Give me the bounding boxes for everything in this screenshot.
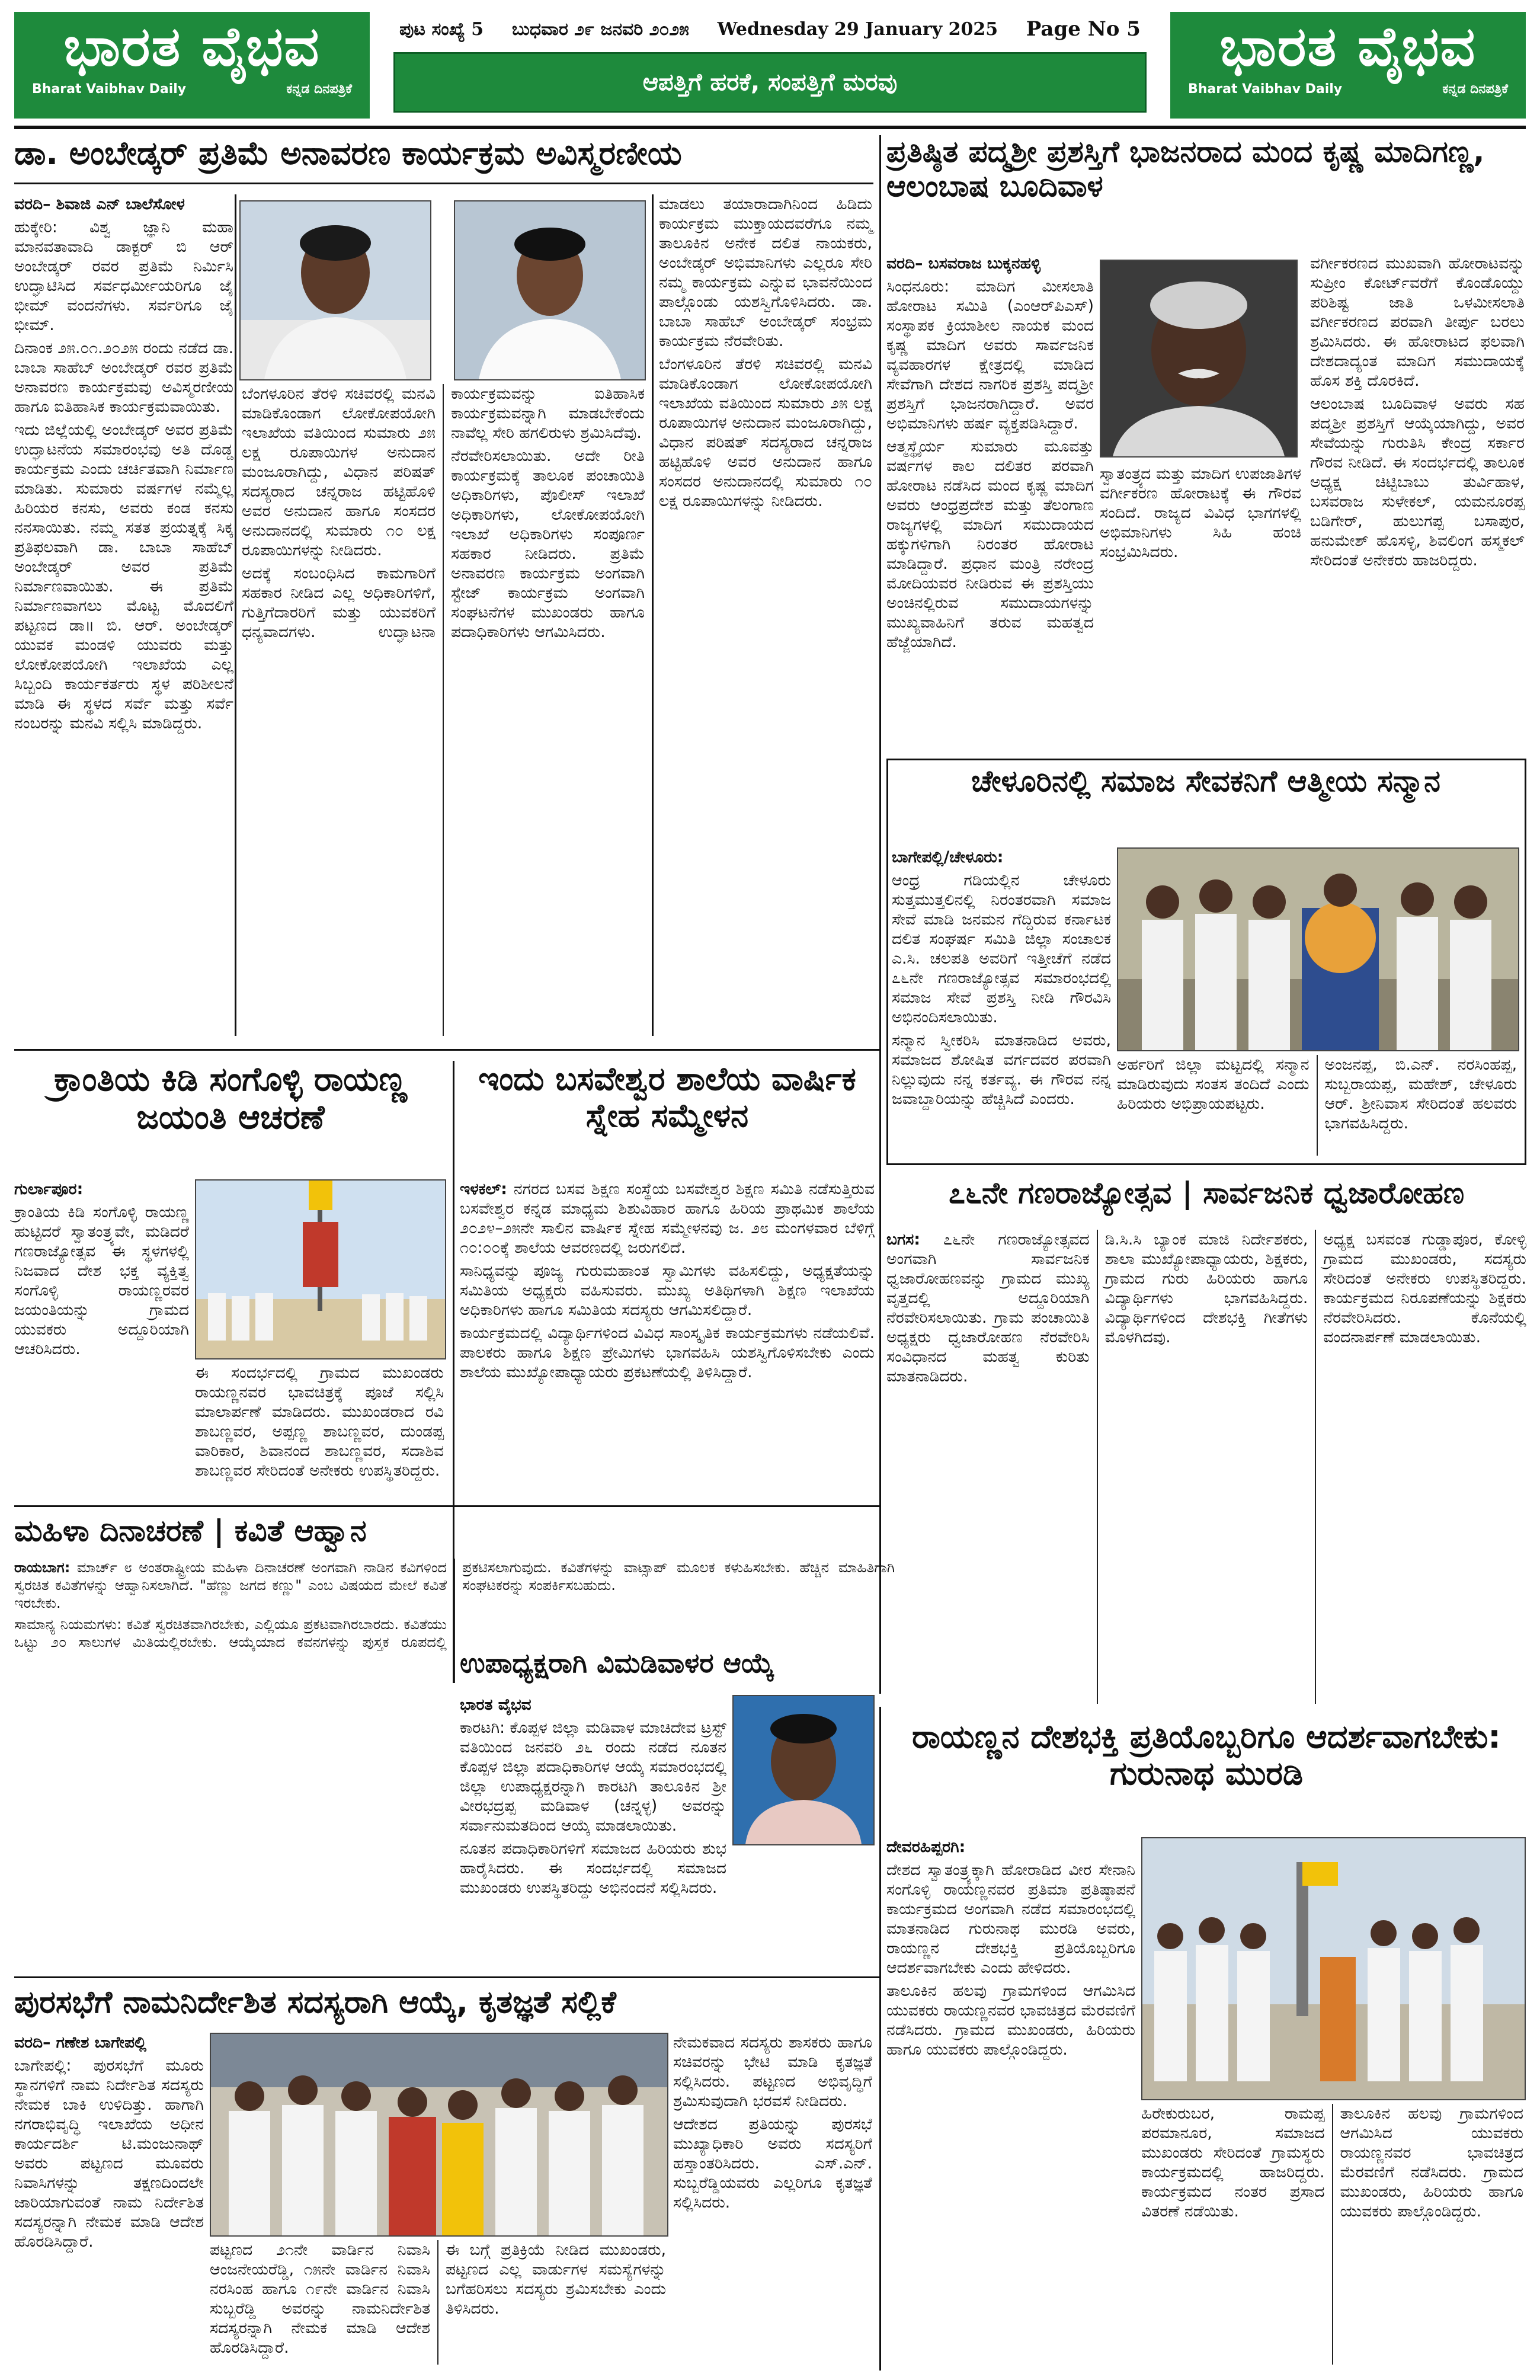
headline-ambedkar: ಡಾ. ಅಂಬೇಡ್ಕರ್ ಪ್ರತಿಮೆ ಅನಾವರಣ ಕಾರ್ಯಕ್ರಮ ಅವಿಸ್ಮರಣೀಯ (14, 135, 682, 172)
paragraph: ಇದು ಜಿಲ್ಲೆಯಲ್ಲಿ ಅಂಬೇಡ್ಕರ್ ಅವರ ಪ್ರತಿಮೆ ಉದ್ಘಾಟನೆಯ ಸಮಾರಂಭವು ಅತಿ ದೊಡ್ಡ ಕಾರ್ಯಕ್ರಮ ಎಂದು ಚರ್ಚಿತವಾಗಿ ನಿರ್ಮಾಣ ಮಾಡಿತು. ಸುಮಾರು ವರ್ಷಗಳ ನಮ್ಮೆಲ್ಲ ಹಿರಿಯರ ಕನಸು, ಅವರು ಕಂಡ ಕನಸು ನನಸಾಯಿತು. ನಮ್ಮ ಸತತ ಪ್ರಯತ್ನಕ್ಕೆ ಸಿಕ್ಕ ಪ್ರತಿಫಲವಾಗಿ ಡಾ. ಬಾಬಾ ಸಾಹೆಬ್ ಅಂಬೇಡ್ಕರ್ ಅವರ ಪ್ರತಿಮೆ ನಿರ್ಮಾಣವಾಯಿತು. ಈ ಪ್ರತಿಮೆ ನಿರ್ಮಾಣವಾಗಲು ಮೊಟ್ಟ ಮೊದಲಿಗೆ ಪಟ್ಟಣದ ಡಾ॥ ಬಿ. ಆರ್. ಅಂಬೇಡ್ಕರ್ ಯುವಕ ಮಂಡಳಿ ಯುವರು ಮತ್ತು ಲೋಕೋಪಯೋಗಿ ಇಲಾಖೆಯ ಎಲ್ಲ ಸಿಬ್ಬಂದಿ ಕಾರ್ಯಕರ್ತರು ಸ್ಥಳ ಪರಿಶೀಲನೆ ಮಾಡಿ ಈ ಸ್ಥಳದ ಸರ್ವೆ ಮತ್ತು ಸರ್ವೆ ನಂಬರನ್ನು ಮನವಿ ಸಲ್ಲಿಸಿ ಮಾಡಿದ್ದರು. (14, 421, 233, 732)
upadhyaksha-body (460, 1695, 726, 1962)
basaveshwara-body (460, 1179, 875, 1493)
dateline: ಬಗಸ: (886, 1230, 920, 1249)
paragraph: ಮಾಡಲು ತಯಾರಾದಾಗಿನಿಂದ ಹಿಡಿದು ಕಾರ್ಯಕ್ರಮ ಮುಕ್ತಾಯದವರೆಗೂ ನಮ್ಮ ತಾಲೂಕಿನ ಅನೇಕ ದಲಿತ ನಾಯಕರು, ಅಂಬೇಡ್ಕರ್ ಅಭಿಮಾನಿಗಳು ಎಲ್ಲರೂ ಸೇರಿ ನಮ್ಮ ಕಾರ್ಯಕ್ರಮ ಎನ್ನುವ ಭಾವನೆಯಿಂದ ಪಾಲ್ಗೊಂಡು ಯಶಸ್ವಿಗೊಳಿಸಿದರು. ಡಾ. ಬಾಬಾ ಸಾಹೆಬ್ ಅಂಬೇಡ್ಕರ್ ಸಂಭ್ರಮ ಕಾರ್ಯಕ್ರಮ ನೆರವೇರಿತು. (659, 195, 872, 350)
paragraph: ದಿನಾಂಕ ೨೫.೦೧.೨೦೨೫ ರಂದು ನಡೆದ ಡಾ. ಬಾಬಾ ಸಾಹೆಬ್ ಅಂಬೇಡ್ಕರ್ ರವರ ಪ್ರತಿಮೆ ಅನಾವರಣ ಕಾರ್ಯಕ್ರಮವು ಅವಿಸ್ಮರಣೀಯ ಹಾಗೂ ಐತಿಹಾಸಿಕ ಕಾರ್ಯಕ್ರಮವಾಯಿತು. (14, 339, 233, 416)
paragraph: ಸಾಮಾನ್ಯ ನಿಯಮಗಳು: ಕವಿತೆ ಸ್ವರಚಿತವಾಗಿರಬೇಕು, ಎಲ್ಲಿಯೂ ಪ್ರಕಟವಾಗಿರಬಾರದು. ಕವಿತೆಯು ಒಟ್ಟು ೨೦ ಸಾಲುಗಳ ಮಿತಿಯಲ್ಲಿರಬೇಕು. ಆಯ್ಕೆಯಾದ ಕವನಗಳನ್ನು ಪುಸ್ತಕ ರೂಪದಲ್ಲಿ ಪ್ರಕಟಿಸಲಾಗುವುದು. ಕವಿತೆಗಳನ್ನು ವಾಟ್ಸಾಪ್ ಮೂಲಕ ಕಳುಹಿಸಬೇಕು. ಹೆಚ್ಚಿನ ಮಾಹಿತಿಗಾಗಿ ಸಂಘಟಕರನ್ನು ಸಂಪರ್ಕಿಸಬಹುದು. (14, 1559, 895, 1650)
paragraph: ೭೬ನೇ ಗಣರಾಜ್ಯೋತ್ಸವದ ಅಂಗವಾಗಿ ಸಾರ್ವಜನಿಕ ಧ್ವಜಾರೋಹಣವನ್ನು ಗ್ರಾಮದ ಮುಖ್ಯ ವೃತ್ತದಲ್ಲಿ ಅದ್ದೂರಿಯಾಗಿ ನೆರವೇರಿಸಲಾಯಿತು. ಗ್ರಾಮ ಪಂಚಾಯಿತಿ ಅಧ್ಯಕ್ಷರು ಧ್ವಜಾರೋಹಣ ನೆರವೇರಿಸಿ ಸಂವಿಧಾನದ ಮಹತ್ವ ಕುರಿತು ಮಾತನಾಡಿದರು. (886, 1230, 1090, 1386)
paragraph: ಸ್ವಾತಂತ್ರ್ಯದ ಮತ್ತು ಮಾದಿಗ ಉಪಜಾತಿಗಳ ವರ್ಗೀಕರಣ ಹೋರಾಟಕ್ಕೆ ಈ ಗೌರವ ಸಂದಿದೆ. ರಾಜ್ಯದ ವಿವಿಧ ಭಾಗಗಳಲ್ಲಿ ಅಭಿಮಾನಿಗಳು ಸಿಹಿ ಹಂಚಿ ಸಂಭ್ರಮಿಸಿದರು. (1100, 465, 1301, 561)
headline-upadhyaksha: ಉಪಾಧ್ಯಕ್ಷರಾಗಿ ವಿಮಡಿವಾಳರ ಆಯ್ಕೆ (460, 1647, 774, 1679)
paragraph: ಅರ್ಹರಿಗೆ ಜಿಲ್ಲಾ ಮಟ್ಟದಲ್ಲಿ ಸನ್ಮಾನ ಮಾಡಿರುವುದು ಸಂತಸ ತಂದಿದೆ ಎಂದು ಹಿರಿಯರು ಅಭಿಪ್ರಾಯಪಟ್ಟರು. (1117, 1055, 1310, 1113)
dateline: ವರದಿ– ಶಿವಾಜಿ ಎನ್ ಬಾಲೆಸೋಳ (14, 195, 185, 213)
paragraph: ಕಾರ್ಯಕ್ರಮದಲ್ಲಿ ವಿದ್ಯಾರ್ಥಿಗಳಿಂದ ವಿವಿಧ ಸಾಂಸ್ಕೃತಿಕ ಕಾರ್ಯಕ್ರಮಗಳು ನಡೆಯಲಿವೆ. ಪಾಲಕರು ಹಾಗೂ ಶಿಕ್ಷಣ ಪ್ರೇಮಿಗಳು ಭಾಗವಹಿಸಿ ಯಶಸ್ವಿಗೊಳಿಸಬೇಕು ಎಂದು ಶಾಲೆಯ ಮುಖ್ಯೋಪಾಧ್ಯಾಯರು ಪ್ರಕಟಣೆಯಲ್ಲಿ ತಿಳಿಸಿದ್ದಾರೆ. (460, 1324, 875, 1381)
newspaper-logo-left (14, 12, 370, 119)
newspaper-logo-right (1170, 12, 1526, 119)
jayanti-col-2 (195, 1363, 444, 1493)
article-purasabhe (14, 1985, 873, 2371)
page-column-rule (879, 1707, 881, 2371)
paragraph: ದೇಶದ ಸ್ವಾತಂತ್ರ್ಯಕ್ಕಾಗಿ ಹೋರಾಡಿದ ವೀರ ಸೇನಾನಿ ಸಂಗೊಳ್ಳಿ ರಾಯಣ್ಣನವರ ಪ್ರತಿಮಾ ಪ್ರತಿಷ್ಠಾಪನೆ ಕಾರ್ಯಕ್ರಮದ ಅಂಗವಾಗಿ ನಡೆದ ಸಮಾರಂಭದಲ್ಲಿ ಮಾತನಾಡಿದ ಗುರುನಾಥ ಮುರಡಿ ಅವರು, ರಾಯಣ್ಣನ ದೇಶಭಕ್ತಿ ಪ್ರತಿಯೊಬ್ಬರಿಗೂ ಆದರ್ಶವಾಗಬೇಕು ಎಂದು ಹೇಳಿದರು. (886, 1861, 1135, 1977)
article-basaveshwara (460, 1061, 875, 1499)
column-rule (652, 194, 654, 1036)
paragraph: ತಾಲೂಕಿನ ಹಲವು ಗ್ರಾಮಗಳಿಂದ ಆಗಮಿಸಿದ ಯುವಕರು ರಾಯಣ್ಣನವರ ಭಾವಚಿತ್ರದ ಮೆರವಣಿಗೆ ನಡೆಸಿದರು. ಗ್ರಾಮದ ಮುಖಂಡರು, ಹಿರಿಯರು ಹಾಗೂ ಯುವಕರು ಪಾಲ್ಗೊಂಡಿದ್ದರು. (886, 1982, 1135, 2059)
headline-padmashri: ಪ್ರತಿಷ್ಠಿತ ಪದ್ಮಶ್ರೀ ಪ್ರಶಸ್ತಿಗೆ ಭಾಜನರಾದ ಮಂದ ಕೃಷ್ಣ ಮಾದಿಗಣ್ಣ, ಆಲಂಬಾಷ ಬೂದಿವಾಳ (886, 135, 1485, 203)
paragraph: ತಾಲೂಕಿನ ಹಲವು ಗ್ರಾಮಗಳಿಂದ ಆಗಮಿಸಿದ ಯುವಕರು ರಾಯಣ್ಣನವರ ಭಾವಚಿತ್ರದ ಮೆರವಣಿಗೆ ನಡೆಸಿದರು. ಗ್ರಾಮದ ಮುಖಂಡರು, ಹಿರಿಯರು ಹಾಗೂ ಯುವಕರು ಪಾಲ್ಗೊಂಡಿದ್ದರು. (1340, 2104, 1523, 2221)
logo-title: ಭಾರತ ವೈಭವ (63, 15, 321, 78)
photo-manda-krishna (1100, 260, 1298, 458)
photo-jayanti-flag (195, 1179, 446, 1359)
paragraph: ಸನ್ಮಾನ ಸ್ವೀಕರಿಸಿ ಮಾತನಾಡಿದ ಅವರು, ಸಮಾಜದ ಶೋಷಿತ ವರ್ಗದವರ ಪರವಾಗಿ ನಿಲ್ಲುವುದು ನನ್ನ ಕರ್ತವ್ಯ. ಈ ಗೌರವ ನನ್ನ ಜವಾಬ್ದಾರಿಯನ್ನು ಹೆಚ್ಚಿಸಿದೆ ಎಂದರು. (892, 1031, 1111, 1108)
paragraph: ನೆರವೇರಿಸಲಾಯಿತು. ಅದೇ ರೀತಿ ಕಾರ್ಯಕ್ರಮಕ್ಕೆ ತಾಲೂಕ ಪಂಚಾಯಿತಿ ಅಧಿಕಾರಿಗಳು, ಪೊಲೀಸ್ ಇಲಾಖೆ ಅಧಿಕಾರಿಗಳು, ಲೋಕೋಪಯೋಗಿ ಇಲಾಖೆ ಅಧಿಕಾರಿಗಳು ಸಂಪೂರ್ಣ ಸಹಕಾರ ನೀಡಿದರು. ಪ್ರತಿಮೆ ಅನಾವರಣ ಕಾರ್ಯಕ್ರಮ ಅಂಗವಾಗಿ ಸ್ಟೇಜ್ ಕಾರ್ಯಕ್ರಮ ಅಂಗವಾಗಿ ಸಂಘಟನೆಗಳ ಮುಖಂಡರು ಹಾಗೂ ಪದಾಧಿಕಾರಿಗಳು ಆಗಮಿಸಿದರು. (451, 447, 645, 641)
article-republic-day (886, 1176, 1526, 1710)
headline-rayanna-murdi: ರಾಯಣ್ಣನ ದೇಶಭಕ್ತಿ ಪ್ರತಿಯೊಬ್ಬರಿಗೂ ಆದರ್ಶವಾಗಬೇಕು: ಗುರುನಾಥ ಮುರಡಿ (912, 1718, 1501, 1793)
paragraph: ಆಂಧ್ರ ಗಡಿಯಲ್ಲಿನ ಚೇಳೂರು ಸುತ್ತಮುತ್ತಲಿನಲ್ಲಿ ನಿರಂತರವಾಗಿ ಸಮಾಜ ಸೇವೆ ಮಾಡಿ ಜನಮನ ಗೆದ್ದಿರುವ ಕರ್ನಾಟಕ ದಲಿತ ಸಂಘರ್ಷ ಸಮಿತಿ ಜಿಲ್ಲಾ ಸಂಚಾಲಕ ಎ.ಸಿ. ಚಲಪತಿ ಅವರಿಗೆ ಇತ್ತೀಚೆಗೆ ನಡೆದ ೭೬ನೇ ಗಣರಾಜ್ಯೋತ್ಸವ ಸಮಾರಂಭದಲ್ಲಿ ಸಮಾಜ ಸೇವೆ ಪ್ರಶಸ್ತಿ ನೀಡಿ ಗೌರವಿಸಿ ಅಭಿನಂದಿಸಲಾಯಿತು. (892, 871, 1111, 1026)
headline-rayanna-jayanti: ಕ್ರಾಂತಿಯ ಕಿಡಿ ಸಂಗೊಳ್ಳಿ ರಾಯಣ್ಣ ಜಯಂತಿ ಆಚರಣೆ (54, 1060, 407, 1137)
dateline: ಇಳಕಲ್: (460, 1180, 507, 1198)
headline-mahila: ಮಹಿಳಾ ದಿನಾಚರಣೆ | ಕವಿತೆ ಆಹ್ವಾನ (14, 1514, 367, 1548)
paragraph: ಅಂಜನಪ್ಪ, ಬಿ.ಎನ್. ನರಸಿಂಹಪ್ಪ, ಸುಬ್ಬರಾಯಪ್ಪ, ಮಹೇಶ್, ಚೇಳೂರು ಆರ್. ಶ್ರೀನಿವಾಸ ಸೇರಿದಂತೆ ಹಲವರು ಭಾಗವಹಿಸಿದ್ದರು. (1324, 1055, 1517, 1133)
paragraph: ಬೆಂಗಳೂರಿನ ತೆರಳಿ ಸಚಿವರಲ್ಲಿ ಮನವಿ ಮಾಡಿಕೊಂಡಾಗ ಲೋಕೋಪಯೋಗಿ ಇಲಾಖೆಯ ವತಿಯಿಂದ ಸುಮಾರು ೨೫ ಲಕ್ಷ ರೂಪಾಯಿಗಳ ಅನುದಾನ ಮಂಜೂರಾಗಿದ್ದು, ವಿಧಾನ ಪರಿಷತ್ ಸದಸ್ಯರಾದ ಚನ್ನರಾಜ ಹಟ್ಟಿಹೊಳಿ ಅವರ ಅನುದಾನ ಹಾಗೂ ಸಂಸದರ ಅನುದಾನದಲ್ಲಿ ಸುಮಾರು ೧೦ ಲಕ್ಷ ರೂಪಾಯಿಗಳನ್ನು ನೀಡಿದರು. (659, 355, 872, 510)
murdi-col-1 (886, 1837, 1135, 2365)
date-kannada: ಬುಧವಾರ ೨೯ ಜನವರಿ ೨೦೨೫ (511, 18, 689, 40)
page-column-rule (879, 135, 881, 1694)
paragraph: ವರ್ಗೀಕರಣದ ಮುಖವಾಗಿ ಹೋರಾಟವನ್ನು ಸುಪ್ರೀಂ ಕೋರ್ಟ್‌ವರೆಗೆ ಕೊಂಡೊಯ್ದು ಪರಿಶಿಷ್ಟ ಜಾತಿ ಒಳಮೀಸಲಾತಿ ವರ್ಗೀಕರಣದ ಪರವಾಗಿ ತೀರ್ಪು ಬರಲು ಶ್ರಮಿಸಿದರು. ಈ ಹೋರಾಟದ ಫಲವಾಗಿ ದೇಶದಾದ್ಯಂತ ಮಾದಿಗ ಸಮುದಾಯಕ್ಕೆ ಹೊಸ ಶಕ್ತಿ ದೊರಕಿದೆ. (1310, 254, 1525, 390)
column-rule (235, 194, 236, 1036)
photo-rayanna-ceremony (1141, 1837, 1526, 2100)
padmashri-col-2 (1100, 464, 1301, 746)
dateline: ವರದಿ– ಬಸವರಾಜ ಬುಕ್ಕನಹಳ್ಳಿ (886, 254, 1041, 273)
article-chelur (892, 764, 1520, 1159)
paragraph: ಹುಕ್ಕೇರಿ: ವಿಶ್ವ ಜ್ಞಾನಿ ಮಹಾ ಮಾನವತಾವಾದಿ ಡಾಕ್ಟರ್ ಬಿ ಆರ್ ಅಂಬೇಡ್ಕರ್ ರವರ ಪ್ರತಿಮೆ ನಿರ್ಮಿಸಿ ಉದ್ಘಾಟಿಸಿದ ಸರ್ವಧರ್ಮೀಯರಿಗೂ ಜೈ ಭೀಮ್ ವಂದನೆಗಳು. ಸರ್ವರಿಗೂ ಜೈ ಭೀಮ್. (14, 218, 233, 334)
purasabhe-col-1 (14, 2033, 204, 2365)
dateline: ವರದಿ– ಗಣೇಶ ಬಾಗೇಪಲ್ಲಿ (14, 2033, 147, 2052)
paragraph: ನೇಮಕವಾದ ಸದಸ್ಯರು ಶಾಸಕರು ಹಾಗೂ ಸಚಿವರನ್ನು ಭೇಟಿ ಮಾಡಿ ಕೃತಜ್ಞತೆ ಸಲ್ಲಿಸಿದರು. ಪಟ್ಟಣದ ಅಭಿವೃದ್ಧಿಗೆ ಶ್ರಮಿಸುವುದಾಗಿ ಭರವಸೆ ನೀಡಿದರು. (673, 2033, 872, 2110)
purasabhe-col-2 (210, 2240, 666, 2365)
paragraph: ಮಾರ್ಚ್ ೮ ಅಂತರಾಷ್ಟ್ರೀಯ ಮಹಿಳಾ ದಿನಾಚರಣೆ ಅಂಗವಾಗಿ ನಾಡಿನ ಕವಿಗಳಿಂದ ಸ್ವರಚಿತ ಕವಿತೆಗಳನ್ನು ಆಹ್ವಾನಿಸಲಾಗಿದೆ. "ಹೆಣ್ಣು ಜಗದ ಕಣ್ಣು" ಎಂಬ ವಿಷಯದ ಮೇಲೆ ಕವಿತೆ ಇರಬೇಕು. (14, 1559, 447, 1611)
paragraph: ಆಲಂಬಾಷ ಬೂದಿವಾಳ ಅವರು ಸಹ ಪದ್ಮಶ್ರೀ ಪ್ರಶಸ್ತಿಗೆ ಆಯ್ಕೆಯಾಗಿದ್ದು, ಅವರ ಸೇವೆಯನ್ನು ಗುರುತಿಸಿ ಕೇಂದ್ರ ಸರ್ಕಾರ ಗೌರವ ನೀಡಿದೆ. ಈ ಸಂದರ್ಭದಲ್ಲಿ ತಾಲೂಕ ಅಧ್ಯಕ್ಷ ಚಿಟ್ಟಿಬಾಬು ತುರ್ವಿಹಾಳ, ಬಸವರಾಜ ಸುಳೇಕಲ್, ಯಮನೂರಪ್ಪ ಬಡಿಗೇರ್, ಹುಲುಗಪ್ಪ ಬಸಾಪುರ, ಹನುಮೇಶ್ ಹೊಸಳ್ಳಿ, ಶಿವಲಿಂಗ ಹಸ್ಮಕಲ್ ಸೇರಿದಂತೆ ಅನೇಕರು ಹಾಜರಿದ್ದರು. (1310, 395, 1525, 570)
tagline-banner: ಆಪತ್ತಿಗೆ ಹರಕೆ, ಸಂಪತ್ತಿಗೆ ಮರವು (393, 52, 1147, 113)
date-english: Wednesday 29 January 2025 (717, 18, 998, 40)
murdi-col-2 (1141, 2104, 1523, 2365)
photo-vimadivala (732, 1695, 875, 1845)
paragraph: ಪಟ್ಟಣದ ೨೧ನೇ ವಾರ್ಡಿನ ನಿವಾಸಿ ಆಂಜನೇಯರೆಡ್ಡಿ, ೧೫ನೇ ವಾರ್ಡಿನ ನಿವಾಸಿ ನರಸಿಂಹ ಹಾಗೂ ೧೯ನೇ ವಾರ್ಡಿನ ನಿವಾಸಿ ಸುಬ್ಬರೆಡ್ಡಿ ಅವರನ್ನು ನಾಮನಿರ್ದೇಶಿತ ಸದಸ್ಯರನ್ನಾಗಿ ನೇಮಕ ಮಾಡಿ ಆದೇಶ ಹೊರಡಿಸಿದ್ದಾರೆ. (210, 2241, 430, 2357)
paragraph: ಡಿ.ಸಿ.ಸಿ ಬ್ಯಾಂಕ ಮಾಜಿ ನಿರ್ದೇಶಕರು, ಶಾಲಾ ಮುಖ್ಯೋಪಾಧ್ಯಾಯರು, ಶಿಕ್ಷಕರು, ಗ್ರಾಮದ ಗುರು ಹಿರಿಯರು ಹಾಗೂ ವಿದ್ಯಾರ್ಥಿಗಳು ಭಾಗವಹಿಸಿದ್ದರು. ವಿದ್ಯಾರ್ಥಿಗಳಿಂದ ದೇಶಭಕ್ತಿ ಗೀತೆಗಳು ಮೊಳಗಿದವು. (1104, 1230, 1308, 1346)
paragraph: ಸಾನಿಧ್ಯವನ್ನು ಪೂಜ್ಯ ಗುರುಮಹಾಂತ ಸ್ವಾಮಿಗಳು ವಹಿಸಲಿದ್ದು, ಅಧ್ಯಕ್ಷತೆಯನ್ನು ಸಮಿತಿಯ ಅಧ್ಯಕ್ಷರು ವಹಿಸುವರು. ಮುಖ್ಯ ಅತಿಥಿಗಳಾಗಿ ಶಿಕ್ಷಣ ಇಲಾಖೆಯ ಅಧಿಕಾರಿಗಳು ಹಾಗೂ ಸಮಿತಿಯ ಸದಸ್ಯರು ಆಗಮಿಸಲಿದ್ದಾರೆ. (460, 1262, 875, 1319)
paragraph: ಬಾಗೇಪಲ್ಲಿ: ಪುರಸಭೆಗೆ ಮೂರು ಸ್ಥಾನಗಳಿಗೆ ನಾಮ ನಿರ್ದೇಶಿತ ಸದಸ್ಯರು ನೇಮಕ ಬಾಕಿ ಉಳಿದಿತ್ತು. ಹಾಗಾಗಿ ನಗರಾಭಿವೃದ್ಧಿ ಇಲಾಖೆಯ ಅಧೀನ ಕಾರ್ಯದರ್ಶಿ ಟಿ.ಮಂಜುನಾಥ್ ಅವರು ಪಟ್ಟಣದ ಮೂವರು ನಿವಾಸಿಗಳನ್ನು ತಕ್ಷಣದಿಂದಲೇ ಜಾರಿಯಾಗುವಂತೆ ನಾಮ ನಿರ್ದೇಶಿತ ಸದಸ್ಯರನ್ನಾಗಿ ನೇಮಕ ಮಾಡಿ ಆದೇಶ ಹೊರಡಿಸಿದ್ದಾರೆ. (14, 2056, 204, 2251)
article-ambedkar (14, 135, 873, 1042)
paragraph: ಬೆಂಗಳೂರಿನ ತೆರಳಿ ಸಚಿವರಲ್ಲಿ ಮನವಿ ಮಾಡಿಕೊಂಡಾಗ ಲೋಕೋಪಯೋಗಿ ಇಲಾಖೆಯ ವತಿಯಿಂದ ಸುಮಾರು ೨೫ ಲಕ್ಷ ರೂಪಾಯಿಗಳ ಅನುದಾನ ಮಂಜೂರಾಗಿದ್ದು, ವಿಧಾನ ಪರಿಷತ್ ಸದಸ್ಯರಾದ ಚನ್ನರಾಜ ಹಟ್ಟಿಹೊಳಿ ಅವರ ಅನುದಾನ ಹಾಗೂ ಸಂಸದರ ಅನುದಾನದಲ್ಲಿ ಸುಮಾರು ೧೦ ಲಕ್ಷ ರೂಪಾಯಿಗಳನ್ನು ನೀಡಿದರು. (242, 385, 436, 559)
ambedkar-col-3 (659, 194, 872, 1036)
chelur-col-2 (1117, 1055, 1517, 1156)
headline-chelur: ಚೇಳೂರಿನಲ್ಲಿ ಸಮಾಜ ಸೇವಕನಿಗೆ ಆತ್ಮೀಯ ಸನ್ಮಾನ (971, 764, 1440, 798)
photo-felicitation-group (1117, 847, 1519, 1051)
purasabhe-col-3 (673, 2033, 872, 2365)
paragraph: ಆದೇಶದ ಪ್ರತಿಯನ್ನು ಪುರಸಭೆ ಮುಖ್ಯಾಧಿಕಾರಿ ಅವರು ಸದಸ್ಯರಿಗೆ ಹಸ್ತಾಂತರಿಸಿದರು. ಎಸ್.ಎನ್. ಸುಬ್ಬರೆಡ್ಡಿಯವರು ಎಲ್ಲರಿಗೂ ಕೃತಜ್ಞತೆ ಸಲ್ಲಿಸಿದರು. (673, 2115, 872, 2212)
logo-subtitle-kn: ಕನ್ನಡ ದಿನಪತ್ರಿಕೆ (286, 82, 352, 97)
paragraph: ಅದಕ್ಕೆ ಸಂಬಂಧಿಸಿದ ಕಾಮಗಾರಿಗೆ ಸಹಕಾರ ನೀಡಿದ ಎಲ್ಲ ಅಧಿಕಾರಿಗಳಿಗೆ, ಗುತ್ತಿಗೆದಾರರಿಗೆ ಮತ್ತು ಯುವಕರಿಗೆ ಧನ್ಯವಾದಗಳು. ಉದ್ಘಾಟನಾ ಕಾರ್ಯಕ್ರಮವನ್ನು ಐತಿಹಾಸಿಕ ಕಾರ್ಯಕ್ರಮವನ್ನಾಗಿ ಮಾಡಬೇಕೆಂದು ನಾವೆಲ್ಲ ಸೇರಿ ಹಗಲಿರುಳು ಶ್ರಮಿಸಿದೆವು. (242, 385, 645, 641)
dateline: ಭಾರತ ವೈಭವ (460, 1696, 532, 1714)
dateline: ದೇವರಹಿಪ್ಪರಗಿ: (886, 1838, 966, 1856)
paragraph: ಅಧ್ಯಕ್ಷ ಬಸವಂತ ಗುಡ್ಡಾಪೂರ, ಕೋಳ್ಳಿ ಗ್ರಾಮದ ಮುಖಂಡರು, ಸದಸ್ಯರು ಸೇರಿದಂತೆ ಅನೇಕರು ಉಪಸ್ಥಿತರಿದ್ದರು. ಕಾರ್ಯಕ್ರಮದ ನಿರೂಪಣೆಯನ್ನು ಶಿಕ್ಷಕರು ನೆರವೇರಿಸಿದರು. ಕೊನೆಯಲ್ಲಿ ವಂದನಾರ್ಪಣೆ ಮಾಡಲಾಯಿತು. (1323, 1230, 1526, 1346)
logo-title: ಭಾರತ ವೈಭವ (1219, 15, 1477, 78)
section-divider (14, 1505, 879, 1507)
page-count-kannada: ಪುಟ ಸಂಖ್ಯೆ 5 (399, 18, 484, 40)
masthead (14, 12, 1526, 124)
padmashri-col-3 (1310, 254, 1525, 746)
section-divider (14, 1976, 879, 1978)
headline-republic-day: ೭೬ನೇ ಗಣರಾಜ್ಯೋತ್ಸವ | ಸಾರ್ವಜನಿಕ ಧ್ವಜಾರೋಹಣ (948, 1176, 1465, 1210)
paragraph: ಆತ್ಮಸ್ಥೈರ್ಯ ಸುಮಾರು ಮೂವತ್ತು ವರ್ಷಗಳ ಕಾಲ ದಲಿತರ ಪರವಾಗಿ ಹೋರಾಟ ನಡೆಸಿದ ಮಂದ ಕೃಷ್ಣ ಮಾದಿಗ ಅವರು ಆಂಧ್ರಪ್ರದೇಶ ಮತ್ತು ತೆಲಂಗಾಣ ರಾಜ್ಯಗಳಲ್ಲಿ ಮಾದಿಗ ಸಮುದಾಯದ ಹಕ್ಕುಗಳಿಗಾಗಿ ನಿರಂತರ ಹೋರಾಟ ಮಾಡಿದ್ದಾರೆ. ಪ್ರಧಾನ ಮಂತ್ರಿ ನರೇಂದ್ರ ಮೋದಿಯವರ ನೀಡಿರುವ ಈ ಪ್ರಶಸ್ತಿಯು ಅಂಚಿನಲ್ಲಿರುವ ಸಮುದಾಯಗಳನ್ನು ಮುಖ್ಯವಾಹಿನಿಗೆ ತರುವ ಮಹತ್ವದ ಹೆಜ್ಜೆಯಾಗಿದೆ. (886, 437, 1094, 651)
paragraph: ಕಾರಟಗಿ: ಕೊಪ್ಪಳ ಜಿಲ್ಲಾ ಮಡಿವಾಳ ಮಾಚಿದೇವ ಟ್ರಸ್ಟ್ ವತಿಯಿಂದ ಜನವರಿ ೨೬ ರಂದು ನಡೆದ ನೂತನ ಕೊಪ್ಪಳ ಜಿಲ್ಲಾ ಪದಾಧಿಕಾರಿಗಳ ಆಯ್ಕೆ ಸಮಾರಂಭದಲ್ಲಿ ಜಿಲ್ಲಾ ಉಪಾಧ್ಯಕ್ಷರನ್ನಾಗಿ ಕಾರಟಗಿ ತಾಲೂಕಿನ ಶ್ರೀ ವೀರಭದ್ರಪ್ಪ ಮಡಿವಾಳ (ಚನ್ನಳ್ಳ) ಅವರನ್ನು ಸರ್ವಾನುಮತದಿಂದ ಆಯ್ಕೆ ಮಾಡಲಾಯಿತು. (460, 1719, 726, 1835)
republic-body (886, 1230, 1526, 1704)
jayanti-col-1 (14, 1179, 189, 1493)
paragraph: ನೂತನ ಪದಾಧಿಕಾರಿಗಳಿಗೆ ಸಮಾಜದ ಹಿರಿಯರು ಶುಭ ಹಾರೈಸಿದರು. ಈ ಸಂದರ್ಭದಲ್ಲಿ ಸಮಾಜದ ಮುಖಂಡರು ಉಪಸ್ಥಿತರಿದ್ದು ಅಭಿನಂದನೆ ಸಲ್ಲಿಸಿದರು. (460, 1840, 726, 1897)
article-padmashri (886, 135, 1526, 751)
headline-basaveshwara: ಇಂದು ಬಸವೇಶ್ವರ ಶಾಲೆಯ ವಾರ್ಷಿಕ ಸ್ನೇಹ ಸಮ್ಮೇಳನ (478, 1060, 856, 1135)
photo-portrait-1 (239, 200, 431, 380)
article-rayanna-murdi (886, 1719, 1526, 2371)
masthead-center (393, 12, 1147, 119)
article-upadhyaksha (460, 1648, 875, 1968)
ambedkar-col-2 (242, 384, 645, 1036)
paragraph: ನಗರದ ಬಸವ ಶಿಕ್ಷಣ ಸಂಸ್ಥೆಯ ಬಸವೇಶ್ವರ ಶಿಕ್ಷಣ ಸಮಿತಿ ನಡೆಸುತ್ತಿರುವ ಬಸವೇಶ್ವರ ಕನ್ನಡ ಮಾಧ್ಯಮ ಶಿಶುವಿಹಾರ ಹಾಗೂ ಹಿರಿಯ ಪ್ರಾಥಮಿಕ ಶಾಲೆಯ ೨೦೨೪–೨೫ನೇ ಸಾಲಿನ ವಾರ್ಷಿಕ ಸ್ನೇಹ ಸಮ್ಮೇಳನವು ಜ. ೨೮ ಮಂಗಳವಾರ ಬೆಳಿಗ್ಗೆ ೧೦:೦೦ಕ್ಕೆ ಶಾಲೆಯ ಆವರಣದಲ್ಲಿ ಜರುಗಲಿದೆ. (460, 1180, 875, 1257)
page-number: Page No 5 (1026, 17, 1141, 41)
paragraph: ಹಿರೇಕುರುಬರ, ರಾಮಪ್ಪ ಪರಮಾನೂರ, ಸಮಾಜದ ಮುಖಂಡರು ಸೇರಿದಂತೆ ಗ್ರಾಮಸ್ಥರು ಕಾರ್ಯಕ್ರಮದಲ್ಲಿ ಹಾಜರಿದ್ದರು. ಕಾರ್ಯಕ್ರಮದ ನಂತರ ಪ್ರಸಾದ ವಿತರಣೆ ನಡೆಯಿತು. (1141, 2104, 1325, 2221)
logo-subtitle-kn: ಕನ್ನಡ ದಿನಪತ್ರಿಕೆ (1442, 82, 1508, 97)
paragraph: ಕ್ರಾಂತಿಯ ಕಿಡಿ ಸಂಗೊಳ್ಳಿ ರಾಯಣ್ಣ ಹುಟ್ಟಿದರೆ ಸ್ವಾತಂತ್ರ್ಯವೇ, ಮಡಿದರೆ ಗಣರಾಜ್ಯೋತ್ಸವ ಈ ಸ್ಥಳಗಳಲ್ಲಿ ನಿಜವಾದ ದೇಶ ಭಕ್ತ ವ್ಯಕ್ತಿತ್ವ ಸಂಗೊಳ್ಳಿ ರಾಯಣ್ಣರವರ ಜಯಂತಿಯನ್ನು ಗ್ರಾಮದ ಯುವಕರು ಅದ್ದೂರಿಯಾಗಿ ಆಚರಿಸಿದರು. (14, 1203, 189, 1358)
chelur-col-1 (892, 847, 1111, 1156)
headline-purasabhe: ಪುರಸಭೆಗೆ ನಾಮನಿರ್ದೇಶಿತ ಸದಸ್ಯರಾಗಿ ಆಯ್ಕೆ, ಕೃತಜ್ಞತೆ ಸಲ್ಲಿಕೆ (14, 1985, 616, 2020)
paragraph: ಈ ಸಂದರ್ಭದಲ್ಲಿ ಗ್ರಾಮದ ಮುಖಂಡರು ರಾಯಣ್ಣನವರ ಭಾವಚಿತ್ರಕ್ಕೆ ಪೂಜೆ ಸಲ್ಲಿಸಿ ಮಾಲಾರ್ಪಣೆ ಮಾಡಿದರು. ಮುಖಂಡರಾದ ರವಿ ಶಾಬಣ್ಣವರ, ಅಪ್ಪಣ್ಣ ಶಾಬಣ್ಣವರ, ದುಂಡಪ್ಪ ವಾರಿಕಾರ, ಶಿವಾನಂದ ಶಾಬಣ್ಣವರ, ಸದಾಶಿವ ಶಾಬಣ್ಣವರ ಸೇರಿದಂತೆ ಅನೇಕರು ಉಪಸ್ಥಿತರಿದ್ದರು. (195, 1364, 444, 1480)
paragraph: ಸಿಂಧನೂರು: ಮಾದಿಗ ಮೀಸಲಾತಿ ಹೋರಾಟ ಸಮಿತಿ (ಎಂಆರ್‌ಪಿಎಸ್) ಸಂಸ್ಥಾಪಕ ಕ್ರಿಯಾಶೀಲ ನಾಯಕ ಮಂದ ಕೃಷ್ಣ ಮಾದಿಗ ಅವರು ಸಾರ್ವಜನಿಕ ವ್ಯವಹಾರಗಳ ಕ್ಷೇತ್ರದಲ್ಲಿ ಮಾಡಿದ ಸೇವೆಗಾಗಿ ದೇಶದ ನಾಗರಿಕ ಪ್ರಶಸ್ತಿ ಪದ್ಮಶ್ರೀ ಪ್ರಶಸ್ತಿಗೆ ಭಾಜನರಾಗಿದ್ದಾರೆ. ಅವರ ಅಭಿಮಾನಿಗಳು ಹರ್ಷ ವ್ಯಕ್ತಪಡಿಸಿದ್ದಾರೆ. (886, 277, 1094, 433)
dateline: ಗುರ್ಲಾಪೂರ: (14, 1180, 84, 1198)
divider (14, 183, 873, 184)
masthead-rule (14, 126, 1526, 129)
dateline: ರಾಯಬಾಗ: (14, 1559, 71, 1576)
dateline: ಬಾಗೇಪಲ್ಲಿ/ಚೇಳೂರು: (892, 848, 1004, 866)
article-rayanna-jayanti (14, 1061, 447, 1499)
photo-portrait-2 (454, 200, 646, 380)
ambedkar-col-1 (14, 194, 233, 1036)
photo-purasabhe-group (210, 2033, 668, 2237)
paragraph: ಈ ಬಗ್ಗೆ ಪ್ರತಿಕ್ರಿಯೆ ನೀಡಿದ ಮುಖಂಡರು, ಪಟ್ಟಣದ ಎಲ್ಲ ವಾರ್ಡುಗಳ ಸಮಸ್ಯೆಗಳನ್ನು ಬಗೆಹರಿಸಲು ಸದಸ್ಯರು ಶ್ರಮಿಸಬೇಕು ಎಂದು ತಿಳಿಸಿದರು. (446, 2241, 666, 2318)
padmashri-col-1 (886, 254, 1094, 746)
logo-subtitle-en: Bharat Vaibhav Daily (32, 82, 187, 97)
logo-subtitle-en: Bharat Vaibhav Daily (1188, 82, 1343, 97)
column-rule (453, 1061, 454, 1683)
section-divider (14, 1049, 879, 1051)
